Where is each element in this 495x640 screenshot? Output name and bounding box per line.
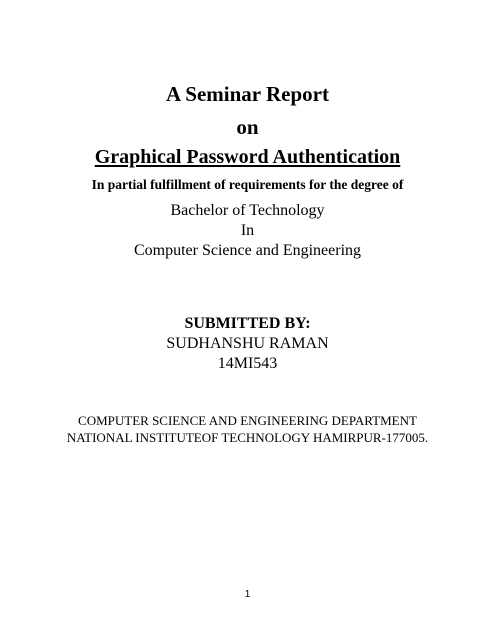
report-title: A Seminar Report — [166, 82, 329, 106]
institute-name: NATIONAL INSTITUTEOF TECHNOLOGY HAMIRPUR-177005. — [66, 430, 429, 445]
submitted-by-label: SUBMITTED BY: — [184, 315, 311, 332]
branch-name: Computer Science and Engineering — [133, 242, 362, 259]
department-name: COMPUTER SCIENCE AND ENGINEERING DEPARTMENT — [78, 413, 417, 428]
seminar-topic: Graphical Password Authentication — [94, 146, 401, 168]
page-number: 1 — [244, 589, 251, 600]
degree-in-text: In — [240, 222, 255, 239]
roll-number: 14MI543 — [217, 355, 278, 372]
student-name: SUDHANSHU RAMAN — [166, 335, 329, 352]
report-on-text: on — [236, 115, 259, 139]
fulfillment-statement: In partial fulfillment of requirements for the degree of — [91, 177, 404, 192]
degree-name: Bachelor of Technology — [170, 202, 325, 219]
